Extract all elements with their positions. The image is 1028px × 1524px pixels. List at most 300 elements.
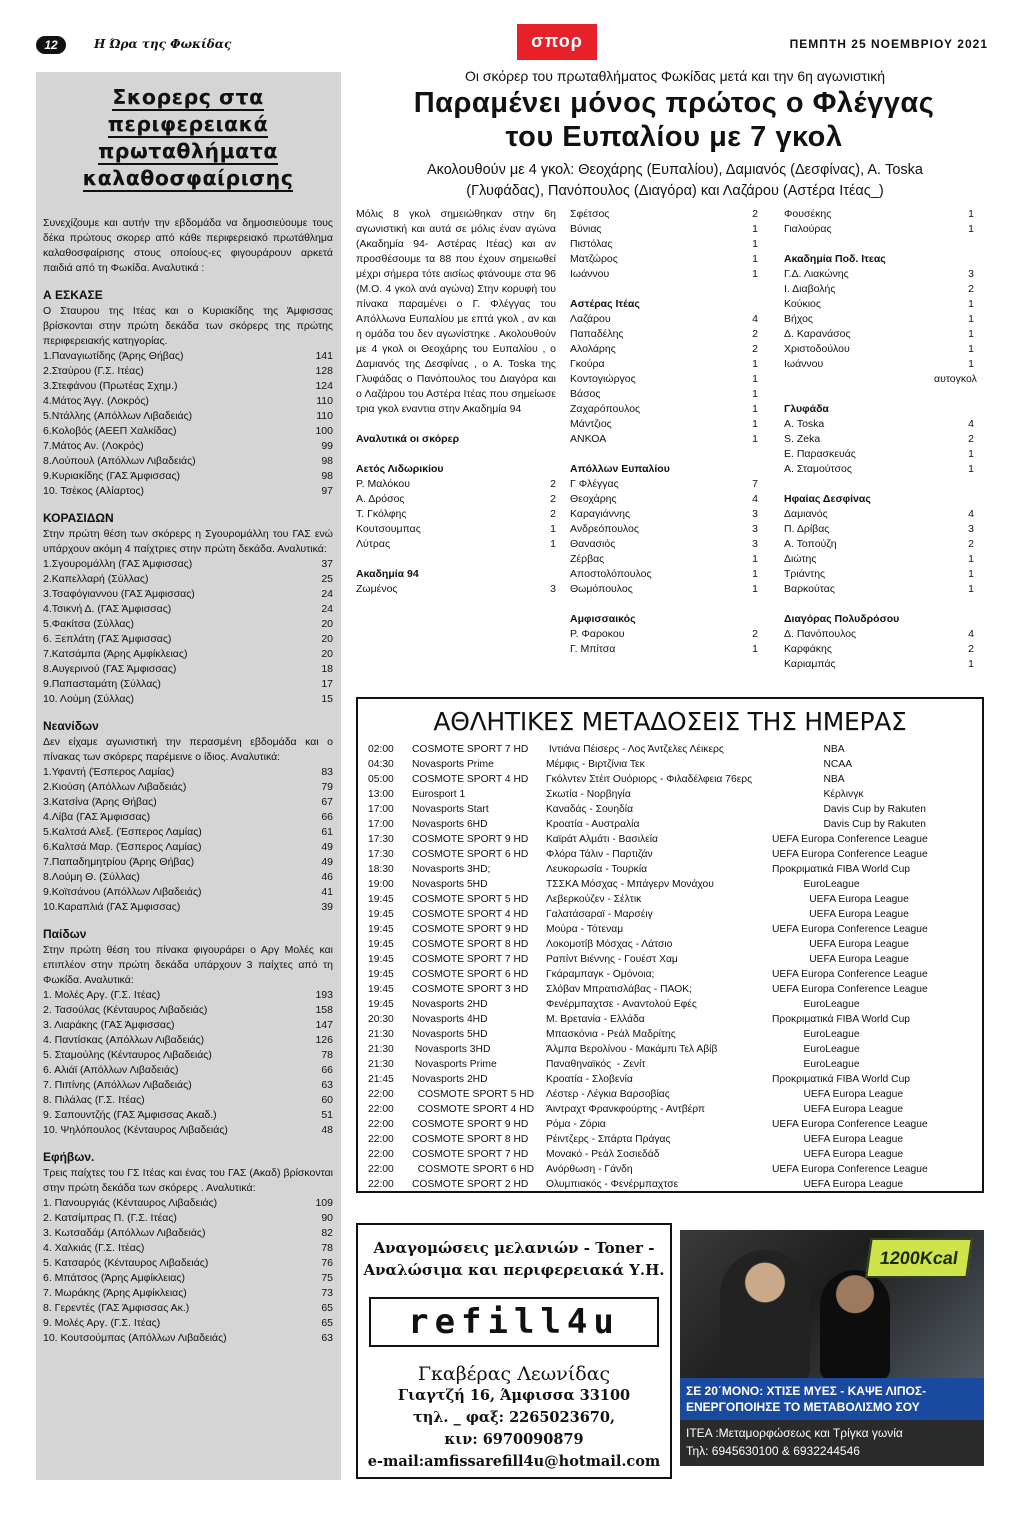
- player-name: 8. Πιλάλας (Γ.Σ. Ιτέας): [43, 1094, 145, 1106]
- refill-tagline-line: Αναγομώσεις μελανιών - Toner -: [373, 1239, 655, 1257]
- article-column-3: [784, 207, 977, 672]
- broadcast-competition: UEFA Europa Conference League: [772, 1164, 928, 1175]
- player-name: 9. Μολές Αργ. (Γ.Σ. Ιτέας): [43, 1317, 161, 1329]
- score-row: [43, 870, 333, 885]
- broadcast-competition: UEFA Europa Conference League: [772, 924, 928, 935]
- score-row: [43, 424, 333, 439]
- score-value: 1: [752, 373, 758, 385]
- broadcast-row: [358, 1012, 982, 1027]
- player-name: 10. Ψηλόπουλος (Κένταυρος Λιβαδειάς): [43, 1124, 228, 1136]
- player-name: S. Zeka: [784, 433, 821, 445]
- broadcast-competition: UEFA Europa Conference League: [772, 984, 928, 995]
- broadcast-competition: UEFA Europa League: [772, 1104, 904, 1115]
- score-row: [570, 537, 758, 552]
- broadcast-row: [358, 832, 982, 847]
- broadcast-row: [358, 997, 982, 1012]
- player-name: 2.Σταύρου (Γ.Σ. Ιτέας): [43, 365, 144, 377]
- gym-address: ΙΤΕΑ :Μεταμορφώσεως και Τρίγκα γωνία: [686, 1426, 903, 1440]
- score-row: [570, 492, 758, 507]
- player-name: 2. Κατσίμπρας Π. (Γ.Σ. Ιτέας): [43, 1212, 177, 1224]
- broadcast-match: Λέστερ - Λέγκια Βαρσοβίας: [546, 1089, 670, 1100]
- broadcast-channel: Novasports 5HD: [412, 1029, 488, 1040]
- broadcast-channel: COSMOTE SPORT 7 HD: [412, 744, 529, 755]
- score-row: [43, 900, 333, 915]
- score-row: [43, 439, 333, 454]
- tv-schedule-title: ΑΘΛΗΤΙΚΕΣ ΜΕΤΑΔΟΣΕΙΣ ΤΗΣ ΗΜΕΡΑΣ: [433, 707, 907, 736]
- broadcast-competition: UEFA Europa Conference League: [772, 834, 928, 845]
- player-name: Χριστοδούλου: [784, 343, 850, 355]
- section-text: Στην πρώτη θέση των σκόρερς η Σγουρομάλλη του ΓΑΣ ενώ υπάρχουν ακόμη 4 παίχτριες στην πρώτη δεκάδα. Αναλυτικά:: [43, 528, 333, 555]
- score-row: [43, 765, 333, 780]
- headline-line: Παραμένει μόνος πρώτος ο Φλέγγας: [413, 87, 935, 119]
- article-deck: [360, 160, 990, 202]
- score-row: [784, 447, 974, 462]
- score-row: [784, 282, 974, 297]
- score-value: 1: [968, 343, 974, 355]
- player-name: 7.Κατσάμπα (Άρης Αμφίκλειας): [43, 648, 188, 660]
- broadcast-time: 17:00: [368, 804, 394, 815]
- player-name: Αποστολόπουλος: [570, 568, 652, 580]
- broadcast-time: 22:00: [368, 1119, 394, 1130]
- broadcast-time: 19:45: [368, 909, 394, 920]
- score-row: [356, 507, 556, 522]
- refill-advert: [356, 1223, 672, 1479]
- score-value: 97: [321, 485, 333, 497]
- player-name: Γκούρα: [570, 358, 605, 370]
- score-value: 128: [315, 365, 333, 377]
- score-value: 141: [315, 350, 333, 362]
- broadcast-channel: COSMOTE SPORT 5 HD: [412, 1089, 535, 1100]
- broadcast-row: [358, 1162, 982, 1177]
- gym-slogan-line: ΕΝΕΡΓΟΠΟΙΗΣΕ ΤΟ ΜΕΤΑΒΟΛΙΣΜΟ ΣΟΥ: [686, 1400, 920, 1414]
- broadcast-channel: Novasports 3HD: [412, 1044, 491, 1055]
- article-headline: [356, 86, 992, 154]
- broadcast-channel: Novasports 2HD: [412, 1074, 488, 1085]
- broadcast-time: 18:30: [368, 864, 394, 875]
- score-row: [43, 484, 333, 499]
- broadcast-competition: Davis Cup by Rakuten: [772, 804, 926, 815]
- broadcast-row: [358, 1147, 982, 1162]
- gym-phone: Τηλ: 6945630100 & 6932244546: [686, 1444, 860, 1458]
- broadcast-time: 22:00: [368, 1089, 394, 1100]
- score-value: 82: [321, 1227, 333, 1239]
- broadcast-channel: Novasports 6HD: [412, 819, 488, 830]
- broadcast-row: [358, 1057, 982, 1072]
- score-value: 1: [752, 268, 758, 280]
- player-name: Λύτρας: [356, 538, 391, 550]
- sidebar-basketball-scorers: [36, 72, 341, 1480]
- sidebar-sections: [43, 288, 333, 1346]
- player-name: 5.Καλτσά Αλεξ. (Έσπερος Λαμίας): [43, 826, 202, 838]
- score-row: [570, 507, 758, 522]
- score-value: 24: [321, 588, 333, 600]
- broadcast-time: 21:30: [368, 1059, 394, 1070]
- score-row: [43, 587, 333, 602]
- broadcast-channel: Eurosport 1: [412, 789, 466, 800]
- score-value: 4: [752, 313, 758, 325]
- player-name: Βάσος: [570, 388, 601, 400]
- broadcast-time: 21:45: [368, 1074, 394, 1085]
- player-name: Ζαχαρόπουλος: [570, 403, 641, 415]
- broadcast-match: Άλμπα Βερολίνου - Μακάμπι Τελ Αβίβ: [546, 1044, 718, 1055]
- broadcast-channel: Novasports Start: [412, 804, 489, 815]
- player-name: Καρφάκης: [784, 643, 832, 655]
- score-value: 3: [968, 523, 974, 535]
- score-value: 158: [315, 1004, 333, 1016]
- score-value: 15: [321, 693, 333, 705]
- score-row: [43, 632, 333, 647]
- broadcast-competition: Προκριματικά FIBA World Cup: [772, 864, 911, 875]
- gym-slogan-line: ΣΕ 20΄ΜΟΝΟ: ΧΤΙΣΕ ΜΥΕΣ - ΚΑΨΕ ΛΙΠΟΣ-: [686, 1384, 927, 1398]
- score-value: 78: [321, 1049, 333, 1061]
- score-row: [43, 1093, 333, 1108]
- score-row: [43, 1211, 333, 1226]
- score-value: 1: [968, 208, 974, 220]
- broadcast-competition: Προκριματικά FIBA World Cup: [772, 1074, 911, 1085]
- refill-logo: refill4u: [369, 1297, 659, 1347]
- broadcast-time: 19:45: [368, 969, 394, 980]
- section-heading: Α ΕΣΚΑΣΕ: [43, 288, 103, 302]
- score-value: 48: [321, 1124, 333, 1136]
- gym-advert: [680, 1230, 984, 1466]
- broadcast-row: [358, 817, 982, 832]
- score-row: [570, 312, 758, 327]
- score-value: 1: [968, 658, 974, 670]
- team-name: Αστέρας Ιτέας: [570, 298, 640, 310]
- score-value: 1: [752, 553, 758, 565]
- broadcast-competition: UEFA Europa League: [772, 1134, 904, 1145]
- broadcast-match: Ιντιάνα Πέισερς - Λος Άντζελες Λέικερς: [546, 744, 724, 755]
- score-row: [784, 657, 974, 672]
- player-name: Καραγιάννης: [570, 508, 631, 520]
- broadcast-competition: UEFA Europa Conference League: [772, 849, 928, 860]
- score-value: 110: [316, 410, 333, 422]
- article-kicker: Οι σκόρερ του πρωταθλήματος Φωκίδας μετά και την 6η αγωνιστική: [464, 68, 886, 84]
- score-row: [43, 885, 333, 900]
- team-name: Γλυφάδα: [784, 403, 829, 415]
- broadcast-row: [358, 907, 982, 922]
- player-name: Ιωάννου: [784, 358, 824, 370]
- score-value: 41: [321, 886, 333, 898]
- score-value: 20: [321, 618, 333, 630]
- score-row: [784, 627, 974, 642]
- score-value: 98: [321, 455, 333, 467]
- score-row: [570, 477, 758, 492]
- score-value: 2: [968, 643, 974, 655]
- player-name: Γιαλούρας: [784, 223, 832, 235]
- broadcast-match: Γαλατάσαραϊ - Μαρσέιγ: [546, 909, 653, 920]
- score-row: [43, 855, 333, 870]
- score-row: [784, 297, 974, 312]
- broadcast-row: [358, 1132, 982, 1147]
- broadcast-match: Ολυμπιακός - Φενέρμπαχτσε: [546, 1179, 679, 1190]
- player-name: 9.Κοϊτσάνου (Απόλλων Λιβαδειάς): [43, 886, 202, 898]
- score-value: 1: [968, 223, 974, 235]
- broadcast-competition: UEFA Europa League: [772, 1149, 904, 1160]
- broadcast-row: [358, 772, 982, 787]
- broadcast-match: Λευκορωσία - Τουρκία: [546, 864, 648, 875]
- broadcast-row: [358, 1027, 982, 1042]
- score-value: 1: [752, 568, 758, 580]
- score-value: 4: [752, 493, 758, 505]
- broadcast-competition: Davis Cup by Rakuten: [772, 819, 926, 830]
- score-row: [784, 582, 974, 597]
- refill-email: e-mail:amfissarefill4u@hotmail.com: [367, 1453, 661, 1470]
- broadcast-time: 19:45: [368, 894, 394, 905]
- score-value: 100: [315, 425, 333, 437]
- score-row: [43, 692, 333, 707]
- broadcast-channel: COSMOTE SPORT 4 HD: [412, 909, 529, 920]
- player-name: Α. Τοπούζη: [784, 538, 837, 550]
- player-name: 3.Στεφάνου (Πρωτέας Σχημ.): [43, 380, 178, 392]
- score-row: [43, 1301, 333, 1316]
- broadcast-row: [358, 1117, 982, 1132]
- player-name: 5. Κατσαρός (Κένταυρος Λιβαδειάς): [43, 1257, 209, 1269]
- broadcast-row: [358, 892, 982, 907]
- score-value: 65: [321, 1302, 333, 1314]
- player-name: 7. Πιπίνης (Απόλλων Λιβαδειάς): [43, 1079, 192, 1091]
- score-value: 1: [752, 358, 758, 370]
- score-value: 3: [968, 268, 974, 280]
- score-row: [570, 642, 758, 657]
- score-row: [570, 372, 758, 387]
- broadcast-channel: COSMOTE SPORT 3 HD: [412, 984, 529, 995]
- scorer-section: [43, 719, 333, 915]
- score-row: [43, 364, 333, 379]
- broadcast-competition: EuroLeague: [772, 1044, 860, 1055]
- score-row: [570, 402, 758, 417]
- broadcast-time: 22:00: [368, 1134, 394, 1145]
- score-value: 67: [321, 796, 333, 808]
- player-name: Ρ. Φαροκου: [570, 628, 625, 640]
- score-value: 1: [968, 583, 974, 595]
- player-name: Δαμιανός: [784, 508, 828, 520]
- refill-address: Γιαγτζή 16, Άμφισσα 33100: [397, 1387, 631, 1404]
- broadcast-time: 22:00: [368, 1104, 394, 1115]
- score-row: [784, 522, 974, 537]
- broadcast-match: Παναθηναϊκός - Ζενίτ: [546, 1059, 646, 1070]
- score-value: 1: [968, 553, 974, 565]
- score-value: 2: [968, 283, 974, 295]
- score-row: [43, 1286, 333, 1301]
- player-name: Βαρκούτας: [784, 583, 835, 595]
- score-value: 3: [550, 583, 556, 595]
- score-row: [43, 617, 333, 632]
- score-value: 66: [321, 811, 333, 823]
- player-name: 5. Σταμούλης (Κένταυρος Λιβαδειάς): [43, 1049, 212, 1061]
- score-row: [43, 1033, 333, 1048]
- player-name: 5.Ντάλλης (Απόλλων Λιβαδειάς): [43, 410, 193, 422]
- broadcast-row: [358, 1087, 982, 1102]
- score-row: [43, 1316, 333, 1331]
- broadcast-match: Μπασκόνια - Ρεάλ Μαδρίτης: [546, 1029, 676, 1040]
- broadcast-row: [358, 952, 982, 967]
- section-heading: Νεανίδων: [43, 719, 99, 733]
- player-name: Παπαδέλης: [570, 328, 624, 340]
- broadcast-row: [358, 982, 982, 997]
- athlete-figure: [720, 1250, 810, 1378]
- player-name: Καριαμπάς: [784, 658, 836, 670]
- score-row: [570, 327, 758, 342]
- section-text: Ο Σταυρου της Ιτέας και ο Κυριακίδης της Άμφισσας βρίσκονται στην πρώτη δεκάδα των σκόρερς της πρώτης περιφερειακής κατηγορίας.: [43, 305, 333, 347]
- player-name: Α. Σταμούτσος: [784, 463, 852, 475]
- team-name: Αμφισσαικός: [570, 613, 636, 625]
- score-row: [570, 267, 758, 282]
- player-name: Σφέτσος: [570, 208, 610, 220]
- player-name: Θανασιός: [570, 538, 616, 550]
- player-name: 4. Χαλκιάς (Γ.Σ. Ιτέας): [43, 1242, 145, 1254]
- broadcast-match: Καναδάς - Σουηδία: [546, 804, 634, 815]
- score-value: 1: [752, 238, 758, 250]
- score-row: [570, 357, 758, 372]
- broadcast-time: 02:00: [368, 744, 394, 755]
- broadcast-competition: UEFA Europa League: [772, 1179, 904, 1190]
- broadcast-time: 19:45: [368, 999, 394, 1010]
- broadcast-match: ΤΣΣΚΑ Μόσχας - Μπάγερν Μονάχου: [546, 879, 714, 890]
- score-value: 73: [321, 1287, 333, 1299]
- broadcast-competition: EuroLeague: [772, 999, 860, 1010]
- player-name: Βύνιας: [570, 223, 602, 235]
- player-name: Τ. Γκόλφης: [356, 508, 407, 520]
- broadcast-channel: COSMOTE SPORT 4 HD: [412, 774, 529, 785]
- score-value: 2: [550, 508, 556, 520]
- player-name: 3.Κατσίνα (Άρης Θήβας): [43, 796, 157, 808]
- broadcast-match: Καϊράτ Αλμάτι - Βασιλεία: [546, 834, 659, 845]
- broadcast-channel: COSMOTE SPORT 2 HD: [412, 1179, 529, 1190]
- broadcast-match: Ρόμα - Ζόρια: [546, 1119, 606, 1130]
- score-row: [43, 1226, 333, 1241]
- broadcast-channel: COSMOTE SPORT 7 HD: [412, 1149, 529, 1160]
- score-row: [570, 387, 758, 402]
- gym-contact: [680, 1420, 984, 1466]
- player-name: 10. Κουτσούμπας (Απόλλων Λιβαδειάς): [43, 1332, 227, 1344]
- player-name: 1.Υφαντή (Έσπερος Λαμίας): [43, 766, 175, 778]
- player-name: 4. Παντίσκας (Απόλλων Λιβαδειάς): [43, 1034, 205, 1046]
- broadcast-time: 22:00: [368, 1179, 394, 1190]
- score-row: [570, 207, 758, 222]
- broadcast-row: [358, 862, 982, 877]
- score-row: [43, 349, 333, 364]
- score-value: 3: [752, 523, 758, 535]
- team-name: Απόλλων Ευπαλίου: [570, 463, 670, 475]
- broadcast-row: [358, 1042, 982, 1057]
- analysis-label: Αναλυτικά οι σκόρερ: [356, 433, 460, 445]
- broadcast-time: 17:00: [368, 819, 394, 830]
- score-value: 60: [321, 1094, 333, 1106]
- score-value: 20: [321, 633, 333, 645]
- broadcast-channel: Novasports Prime: [412, 1059, 497, 1070]
- broadcast-time: 22:00: [368, 1164, 394, 1175]
- player-name: 1.Σγουρομάλλη (ΓΑΣ Άμφισσας): [43, 558, 193, 570]
- broadcast-time: 05:00: [368, 774, 394, 785]
- broadcast-match: Ανόρθωση - Γάνδη: [546, 1164, 633, 1175]
- broadcast-competition: UEFA Europa League: [772, 909, 909, 920]
- score-value: 63: [321, 1079, 333, 1091]
- player-name: Κουτσουμπας: [356, 523, 421, 535]
- score-row: [43, 1331, 333, 1346]
- score-value: 2: [968, 538, 974, 550]
- gym-slogan: [680, 1378, 984, 1420]
- player-name: 4.Μάτος Άγγ. (Λοκρός): [43, 395, 149, 407]
- broadcast-competition: Κέρλινγκ: [772, 789, 864, 800]
- sidebar-title-line: περιφερειακά: [107, 112, 269, 136]
- score-row: [356, 492, 556, 507]
- player-name: 2. Τασούλας (Κένταυρος Λιβαδειάς): [43, 1004, 208, 1016]
- player-name: 1.Παναγιωτίδης (Άρης Θήβας): [43, 350, 184, 362]
- broadcast-channel: COSMOTE SPORT 9 HD: [412, 1119, 529, 1130]
- scorer-section: [43, 927, 333, 1138]
- refill-tagline: [358, 1237, 670, 1281]
- score-value: 1: [752, 418, 758, 430]
- team-name: Διαγόρας Πολυδρόσου: [784, 613, 900, 625]
- player-name: 6. Μπάτσος (Άρης Αμφίκλειας): [43, 1272, 185, 1284]
- score-row: [43, 795, 333, 810]
- player-name: Ε. Παρασκευάς: [784, 448, 856, 460]
- score-row: [784, 552, 974, 567]
- broadcast-match: Μούρα - Τότεναμ: [546, 924, 624, 935]
- score-row: [43, 572, 333, 587]
- score-row: [43, 1003, 333, 1018]
- player-name: Θωμόπουλος: [570, 583, 633, 595]
- player-name: 10. Τσέκος (Αλίαρτος): [43, 485, 145, 497]
- broadcast-channel: COSMOTE SPORT 5 HD: [412, 894, 529, 905]
- broadcast-channel: Novasports 2HD: [412, 999, 488, 1010]
- broadcast-time: 17:30: [368, 834, 394, 845]
- sidebar-title-line: καλαθοσφαίρισης: [82, 166, 294, 190]
- broadcast-time: 19:45: [368, 954, 394, 965]
- score-row: [43, 1078, 333, 1093]
- score-value: 98: [321, 470, 333, 482]
- score-row: [784, 642, 974, 657]
- score-value: 7: [752, 478, 758, 490]
- score-value: 1: [968, 328, 974, 340]
- broadcast-competition: EuroLeague: [772, 1029, 860, 1040]
- broadcast-row: [358, 877, 982, 892]
- broadcast-row: [358, 847, 982, 862]
- score-row: [784, 432, 974, 447]
- broadcast-competition: NBA: [772, 774, 845, 785]
- score-row: [356, 522, 556, 537]
- section-text: Δεν είχαμε αγωνιστική την περασμένη εβδομάδα και ο πίνακας των σκόρερς παρέμεινε ο ίδιος. Αναλυτικά:: [43, 736, 333, 763]
- player-name: 9.Παπασταμάτη (Σύλλας): [43, 678, 161, 690]
- score-value: 83: [321, 766, 333, 778]
- player-name: 2.Καπελλαρή (Σύλλας): [43, 573, 149, 585]
- score-value: 1: [752, 253, 758, 265]
- broadcast-channel: COSMOTE SPORT 9 HD: [412, 834, 529, 845]
- sidebar-title-line: Σκορερς στα: [112, 85, 264, 109]
- broadcast-channel: COSMOTE SPORT 8 HD: [412, 1134, 529, 1145]
- broadcast-row: [358, 787, 982, 802]
- broadcast-competition: NCAA: [772, 759, 853, 770]
- player-name: 8.Λούπουλ (Απόλλων Λιβαδειάς): [43, 455, 196, 467]
- score-row: [43, 1241, 333, 1256]
- score-value: 193: [315, 989, 333, 1001]
- score-row: [784, 207, 974, 222]
- newspaper-name: Η Ώρα της Φωκίδας: [94, 37, 232, 51]
- player-name: 10. Λούμη (Σύλλας): [43, 693, 135, 705]
- broadcast-match: Κροατία - Σλοβενία: [546, 1074, 633, 1085]
- score-row: [43, 379, 333, 394]
- scorer-section: [43, 511, 333, 707]
- team-name: Αετός Λιδωρικίου: [356, 463, 444, 475]
- player-name: Γ.Δ. Λιακώνης: [784, 268, 849, 280]
- score-value: 75: [321, 1272, 333, 1284]
- score-row: [356, 477, 556, 492]
- score-value: 65: [321, 1317, 333, 1329]
- article-body: Μόλις 8 γκολ σημειώθηκαν στην 6η αγωνιστική και αυτά σε μόλις έναν αγώνα (Ακαδημία 94- Αστέρας Ιτέας) και αν προσθέσουμε τα 88 που έχουν σημειωθεί μέχρι σήμερα τότε αισίως φτάνουμε στα 96 (Μ.Ο. 4 γκολ ανά αγώνα) Στην κορυφή του πίνακα παραμένει ο Γ. Φλέγγας του Απόλλωνα Ευπαλίου με επτά γκολ , αν και η ομάδα του δεν αγωνίστηκε . Ακολουθούν με 4 γκολ οι Θεοχάρης του Ευπαλίου , ο Δαμιανός της Δεσφίνας , ο Α. Toska της Γλυφάδας ο Πανόπουλος του Διαγόρα και ο Λαζάρου του Αστέρα Ιτέας που σημείωσε τρια γκολ εναντια στην Ακαδημία 94: [356, 208, 556, 415]
- broadcast-match: Ρέιντζερς - Σπάρτα Πράγας: [546, 1134, 671, 1145]
- player-name: Γ. Μπίτσα: [570, 643, 616, 655]
